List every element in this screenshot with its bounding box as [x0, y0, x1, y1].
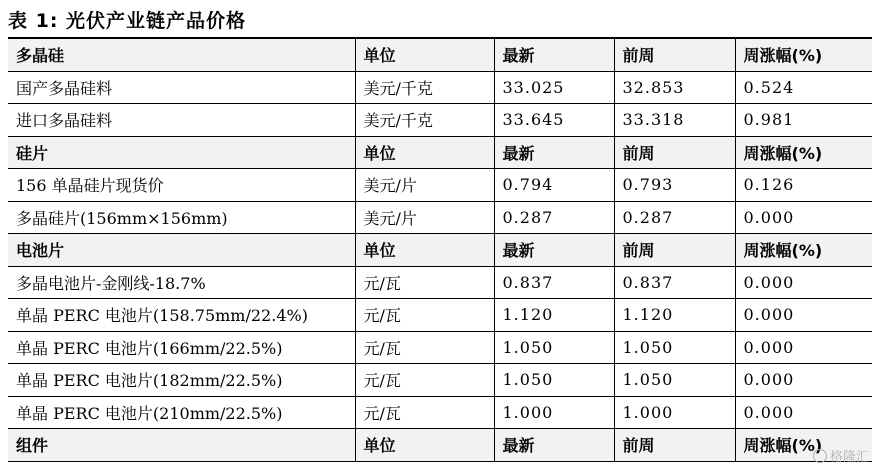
- latest-cell: 1.050: [494, 364, 614, 397]
- price-table: [8, 37, 872, 462]
- table-row: [8, 71, 872, 104]
- prev-week-cell: 32.853: [614, 71, 735, 104]
- weekly-change-cell: 0.126: [735, 169, 872, 202]
- section-latest-cell: 最新: [494, 136, 614, 169]
- section-unit-cell: 单位: [355, 136, 494, 169]
- section-latest-cell: 最新: [494, 38, 614, 71]
- watermark: [813, 446, 869, 465]
- section-weekly-change-cell: 周涨幅(%): [735, 38, 872, 71]
- weekly-change-cell: 0.000: [735, 331, 872, 364]
- table-row: [8, 364, 872, 397]
- unit-cell: 美元/千克: [355, 71, 494, 104]
- item-cell: 156 单晶硅片现货价: [8, 169, 355, 202]
- weekly-change-cell: 0.000: [735, 299, 872, 332]
- section-unit-cell: 单位: [355, 38, 494, 71]
- section-latest-cell: 最新: [494, 234, 614, 267]
- section-unit-cell: 单位: [355, 234, 494, 267]
- weekly-change-cell: 0.981: [735, 104, 872, 137]
- watermark-logo-icon: [813, 449, 827, 463]
- unit-cell: 元/瓦: [355, 299, 494, 332]
- item-cell: 单晶 PERC 电池片(158.75mm/22.4%): [8, 299, 355, 332]
- section-prev-week-cell: 前周: [614, 38, 735, 71]
- unit-cell: 美元/片: [355, 169, 494, 202]
- section-header-row: [8, 38, 872, 71]
- table-title: 表 1: 光伏产业链产品价格: [8, 10, 247, 32]
- section-prev-week-cell: 前周: [614, 234, 735, 267]
- item-cell: 单晶 PERC 电池片(166mm/22.5%): [8, 331, 355, 364]
- prev-week-cell: 0.287: [614, 201, 735, 234]
- weekly-change-cell: 0.000: [735, 396, 872, 429]
- latest-cell: 0.837: [494, 266, 614, 299]
- section-weekly-change-cell: 周涨幅(%): [735, 136, 872, 169]
- latest-cell: 1.000: [494, 396, 614, 429]
- item-cell: 单晶 PERC 电池片(210mm/22.5%): [8, 396, 355, 429]
- section-header-row: [8, 429, 872, 462]
- weekly-change-cell: 0.000: [735, 364, 872, 397]
- section-prev-week-cell: 前周: [614, 429, 735, 462]
- weekly-change-cell: 0.000: [735, 266, 872, 299]
- latest-cell: 33.025: [494, 71, 614, 104]
- latest-cell: 0.794: [494, 169, 614, 202]
- item-cell: 进口多晶硅料: [8, 104, 355, 137]
- unit-cell: 元/瓦: [355, 331, 494, 364]
- table-row: [8, 266, 872, 299]
- price-table-body: [8, 38, 872, 461]
- table-row: [8, 104, 872, 137]
- latest-cell: 0.287: [494, 201, 614, 234]
- prev-week-cell: 1.000: [614, 396, 735, 429]
- section-item-cell: 多晶硅: [8, 38, 355, 71]
- section-latest-cell: 最新: [494, 429, 614, 462]
- table-row: [8, 169, 872, 202]
- section-prev-week-cell: 前周: [614, 136, 735, 169]
- prev-week-cell: 33.318: [614, 104, 735, 137]
- item-cell: 多晶硅片(156mm×156mm): [8, 201, 355, 234]
- section-item-cell: 硅片: [8, 136, 355, 169]
- item-cell: 国产多晶硅料: [8, 71, 355, 104]
- prev-week-cell: 0.793: [614, 169, 735, 202]
- prev-week-cell: 0.837: [614, 266, 735, 299]
- unit-cell: 元/瓦: [355, 266, 494, 299]
- section-header-row: [8, 136, 872, 169]
- watermark-text: 格隆汇: [829, 450, 869, 465]
- table-row: [8, 299, 872, 332]
- unit-cell: 元/瓦: [355, 396, 494, 429]
- section-weekly-change-cell: 周涨幅(%): [735, 429, 872, 462]
- table-row: [8, 396, 872, 429]
- unit-cell: 元/瓦: [355, 364, 494, 397]
- section-item-cell: 电池片: [8, 234, 355, 267]
- item-cell: 单晶 PERC 电池片(182mm/22.5%): [8, 364, 355, 397]
- latest-cell: 1.120: [494, 299, 614, 332]
- unit-cell: 美元/千克: [355, 104, 494, 137]
- latest-cell: 1.050: [494, 331, 614, 364]
- prev-week-cell: 1.050: [614, 331, 735, 364]
- section-unit-cell: 单位: [355, 429, 494, 462]
- latest-cell: 33.645: [494, 104, 614, 137]
- table-row: [8, 331, 872, 364]
- weekly-change-cell: 0.524: [735, 71, 872, 104]
- table-row: [8, 201, 872, 234]
- section-weekly-change-cell: 周涨幅(%): [735, 234, 872, 267]
- prev-week-cell: 1.050: [614, 364, 735, 397]
- prev-week-cell: 1.120: [614, 299, 735, 332]
- section-header-row: [8, 234, 872, 267]
- weekly-change-cell: 0.000: [735, 201, 872, 234]
- item-cell: 多晶电池片-金刚线-18.7%: [8, 266, 355, 299]
- section-item-cell: 组件: [8, 429, 355, 462]
- unit-cell: 美元/片: [355, 201, 494, 234]
